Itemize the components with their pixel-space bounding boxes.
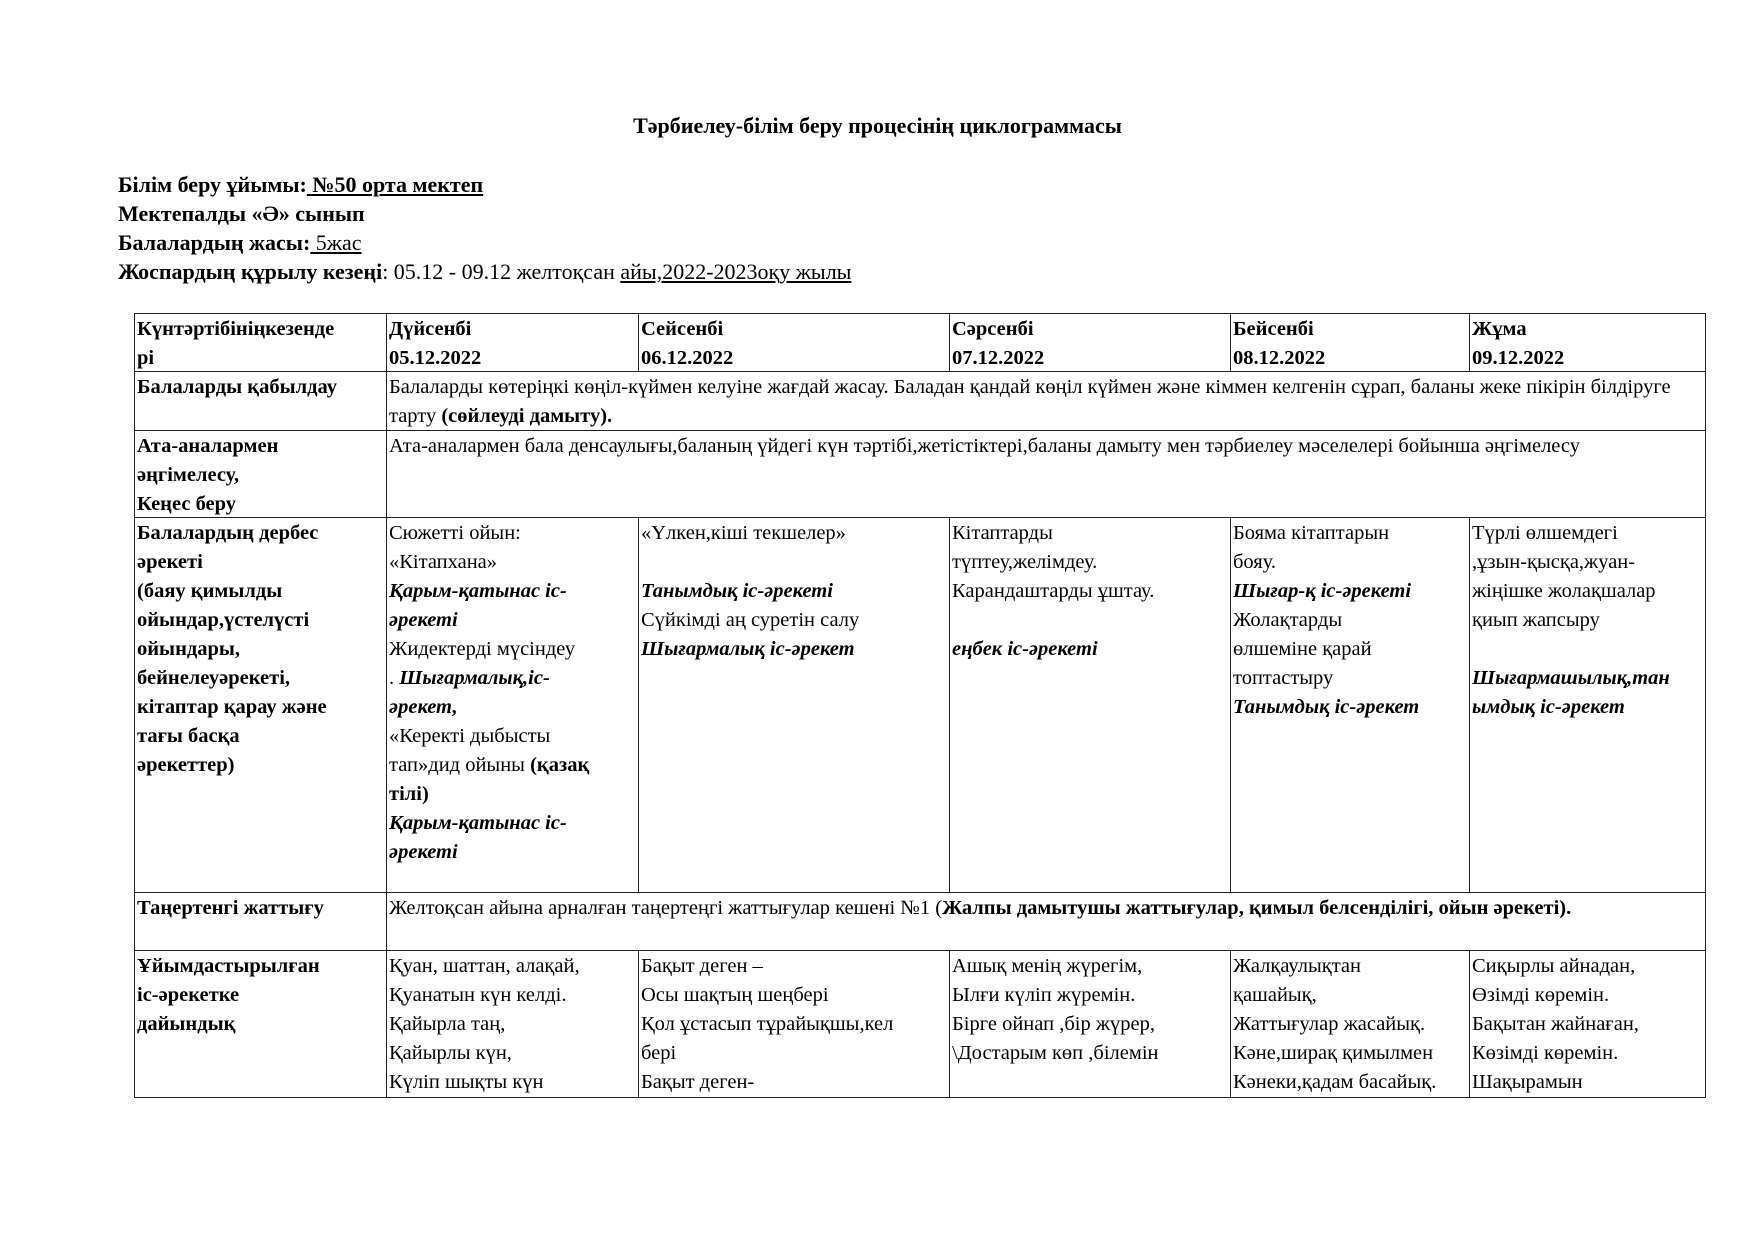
header-stage-line: Күнтәртібініңкезенде xyxy=(137,318,335,340)
label-line: іс-әрекетке xyxy=(137,984,240,1006)
label-line: бейнелеуәрекеті, xyxy=(137,667,291,689)
class-value: Мектепалды «Ә» сынып xyxy=(118,201,365,226)
age-line xyxy=(118,228,851,257)
cell-line: «Үлкен,кіші текшелер» xyxy=(641,522,846,544)
day-name: Сәрсенбі xyxy=(952,318,1034,340)
period-line xyxy=(118,257,851,286)
cell-line: Түрлі өлшемдегі xyxy=(1472,522,1618,544)
cell-line: топтастыру xyxy=(1233,667,1334,689)
org-line xyxy=(118,170,851,199)
verse-line: Жалқаулықтан xyxy=(1233,955,1361,977)
org-label: Білім беру ұйымы: xyxy=(118,172,307,197)
verse-line: Қайырла таң, xyxy=(389,1013,506,1035)
header-day-friday xyxy=(1470,314,1706,372)
schedule-table xyxy=(134,313,1706,1098)
exercise-text: Желтоқсан айына арналған таңертеңгі жаттығулар кешені №1 ( xyxy=(389,897,943,919)
row-reception-label: Балаларды қабылдау xyxy=(135,372,387,431)
label-line: әңгімелесу, xyxy=(137,464,239,486)
activity-type: Танымдық іс-әрекет xyxy=(1233,696,1420,718)
label-line: ойындар,үстелүсті xyxy=(137,609,310,631)
label-line: Балалардың дербес xyxy=(137,522,319,544)
verse-line: Сиқырлы айнадан, xyxy=(1472,955,1636,977)
verse-line: Бақытан жайнаған, xyxy=(1472,1013,1639,1035)
period-underlined: айы,2022-2023оқу жылы xyxy=(620,259,852,284)
verse-line: Қуанатын күн келді. xyxy=(389,984,567,1006)
activity-type: ымдық іс-әрекет xyxy=(1472,696,1625,718)
verse-line: Бақыт деген – xyxy=(641,955,763,977)
independent-monday xyxy=(387,518,639,893)
label-line: Ата-аналармен xyxy=(137,435,279,457)
label-line: ойындары, xyxy=(137,638,241,660)
cell-line: түптеу,желімдеу. xyxy=(952,551,1098,573)
header-day-monday xyxy=(387,314,639,372)
day-name: Бейсенбі xyxy=(1233,318,1314,340)
day-date: 07.12.2022 xyxy=(952,347,1045,369)
verse-line: Күліп шықты күн xyxy=(389,1071,544,1093)
cell-line: Жолақтарды xyxy=(1233,609,1343,631)
activity-type: еңбек іс-әрекеті xyxy=(952,638,1098,660)
preparation-wednesday xyxy=(950,951,1231,1098)
activity-type: Шығар-қ іс-әрекеті xyxy=(1233,580,1412,602)
cell-line: Кітаптарды xyxy=(952,522,1053,544)
activity-type: Шығармалық,іс- xyxy=(399,667,550,689)
header-stage-line: рі xyxy=(137,347,155,369)
period-text: : 05.12 - 09.12 желтоқсан xyxy=(382,259,621,284)
verse-line: Өзімді көремін. xyxy=(1472,984,1610,1006)
independent-thursday xyxy=(1231,518,1470,893)
activity-type: әрекеті xyxy=(389,609,458,631)
activity-type: Шығармалық іс-әрекет xyxy=(641,638,855,660)
verse-line: бері xyxy=(641,1042,677,1064)
day-name: Жұма xyxy=(1472,318,1527,340)
row-independent-label xyxy=(135,518,387,893)
day-date: 08.12.2022 xyxy=(1233,347,1326,369)
label-line: (баяу қимылды xyxy=(137,580,283,602)
cell-line: Жидектерді мүсіндеу xyxy=(389,638,576,660)
day-date: 09.12.2022 xyxy=(1472,347,1565,369)
verse-line: Қол ұстасып тұрайықшы,кел xyxy=(641,1013,894,1035)
reception-bold: (сөйлеуді дамыту). xyxy=(441,405,613,427)
cell-line: «Керекті дыбысты xyxy=(389,725,551,747)
day-name: Дүйсенбі xyxy=(389,318,472,340)
cell-line: «Кітапхана» xyxy=(389,551,498,573)
reception-text: Балаларды көтеріңкі көңіл-күймен келуіне жағдай жасау. Баладан қандай көңіл күймен және кіммен келгенін сұрап, баланы жеке пікірін білдіруге тарту xyxy=(389,376,1671,427)
verse-line: Осы шақтың шеңбері xyxy=(641,984,829,1006)
age-label: Балалардың жасы: xyxy=(118,230,311,255)
row-preparation-label xyxy=(135,951,387,1098)
header-stage-cell xyxy=(135,314,387,372)
document-title: Тәрбиелеу-білім беру процесінің циклограммасы xyxy=(633,113,1122,138)
cell-line: Сүйкімді аң суретін салу xyxy=(641,609,860,631)
preparation-thursday xyxy=(1231,951,1470,1098)
row-reception-content xyxy=(387,372,1706,431)
activity-type: Қарым-қатынас іс- xyxy=(389,580,567,602)
row-parents-label xyxy=(135,431,387,518)
cell-line: ,ұзын-қысқа,жуан- xyxy=(1472,551,1636,573)
verse-line: Көзімді көремін. xyxy=(1472,1042,1619,1064)
document-meta xyxy=(118,170,851,286)
independent-tuesday xyxy=(639,518,950,893)
label-line: Кеңес беру xyxy=(137,493,237,515)
class-line xyxy=(118,199,851,228)
verse-line: Жаттығулар жасайық. xyxy=(1233,1013,1426,1035)
label-line: Ұйымдастырылған xyxy=(137,955,320,977)
cell-line: тап»дид ойыны xyxy=(389,754,531,776)
day-name: Сейсенбі xyxy=(641,318,724,340)
cell-line: қиып жапсыру xyxy=(1472,609,1600,631)
verse-line: \Достарым көп ,білемін xyxy=(952,1042,1159,1064)
cell-line: бояу. xyxy=(1233,551,1277,573)
cell-line: өлшеміне қарай xyxy=(1233,638,1372,660)
row-exercise-content xyxy=(387,893,1706,951)
cell-line: . xyxy=(389,667,400,689)
preparation-friday xyxy=(1470,951,1706,1098)
verse-line: Кәне,ширақ қимылмен xyxy=(1233,1042,1434,1064)
header-day-thursday xyxy=(1231,314,1470,372)
org-value: №50 орта мектеп xyxy=(306,172,484,197)
verse-line: Шақырамын xyxy=(1472,1071,1583,1093)
verse-line: Бақыт деген- xyxy=(641,1071,755,1093)
cell-line: Бояма кітаптарын xyxy=(1233,522,1390,544)
activity-type: Қарым-қатынас іс- xyxy=(389,812,567,834)
period-label: Жоспардың құрылу кезеңі xyxy=(118,259,383,284)
exercise-bold: Жалпы дамытушы жаттығулар, қимыл белсенділігі, ойын әрекеті). xyxy=(942,897,1572,919)
activity-type: Шығармашылық,тан xyxy=(1472,667,1670,689)
cell-bold: тілі) xyxy=(389,783,429,805)
independent-friday xyxy=(1470,518,1706,893)
label-line: әрекеті xyxy=(137,551,203,573)
cell-line: Карандаштарды ұштау. xyxy=(952,580,1155,602)
header-day-tuesday xyxy=(639,314,950,372)
verse-line: Қайырлы күн, xyxy=(389,1042,512,1064)
verse-line: Бірге ойнап ,бір жүрер, xyxy=(952,1013,1155,1035)
label-line: дайындық xyxy=(137,1013,236,1035)
activity-type: әрекет, xyxy=(389,696,458,718)
day-date: 06.12.2022 xyxy=(641,347,734,369)
cell-line: жіңішке жолақшалар xyxy=(1472,580,1656,602)
verse-line: Қуан, шаттан, алақай, xyxy=(389,955,580,977)
activity-type: әрекеті xyxy=(389,841,458,863)
row-parents-content: Ата-аналармен бала денсаулығы,баланың үйдегі күн тәртібі,жетістіктері,баланы дамыту мен тәрбиелеу мәселелері бойынша әңгімелесу xyxy=(387,431,1706,518)
label-line: кітаптар қарау және xyxy=(137,696,327,718)
cell-line: Сюжетті ойын: xyxy=(389,522,521,544)
label-line: тағы басқа xyxy=(137,725,240,747)
verse-line: Ылғи күліп жүремін. xyxy=(952,984,1136,1006)
preparation-monday xyxy=(387,951,639,1098)
age-value: 5жас xyxy=(310,230,362,255)
day-date: 05.12.2022 xyxy=(389,347,482,369)
cell-bold: (қазақ xyxy=(530,754,590,776)
verse-line: Ашық менің жүрегім, xyxy=(952,955,1143,977)
header-day-wednesday xyxy=(950,314,1231,372)
preparation-tuesday xyxy=(639,951,950,1098)
label-line: әрекеттер) xyxy=(137,754,235,776)
verse-line: Кәнеки,қадам басайық. xyxy=(1233,1071,1437,1093)
row-exercise-label: Таңертенгі жаттығу xyxy=(135,893,387,951)
independent-wednesday xyxy=(950,518,1231,893)
activity-type: Танымдық іс-әрекеті xyxy=(641,580,833,602)
verse-line: қашайық, xyxy=(1233,984,1317,1006)
